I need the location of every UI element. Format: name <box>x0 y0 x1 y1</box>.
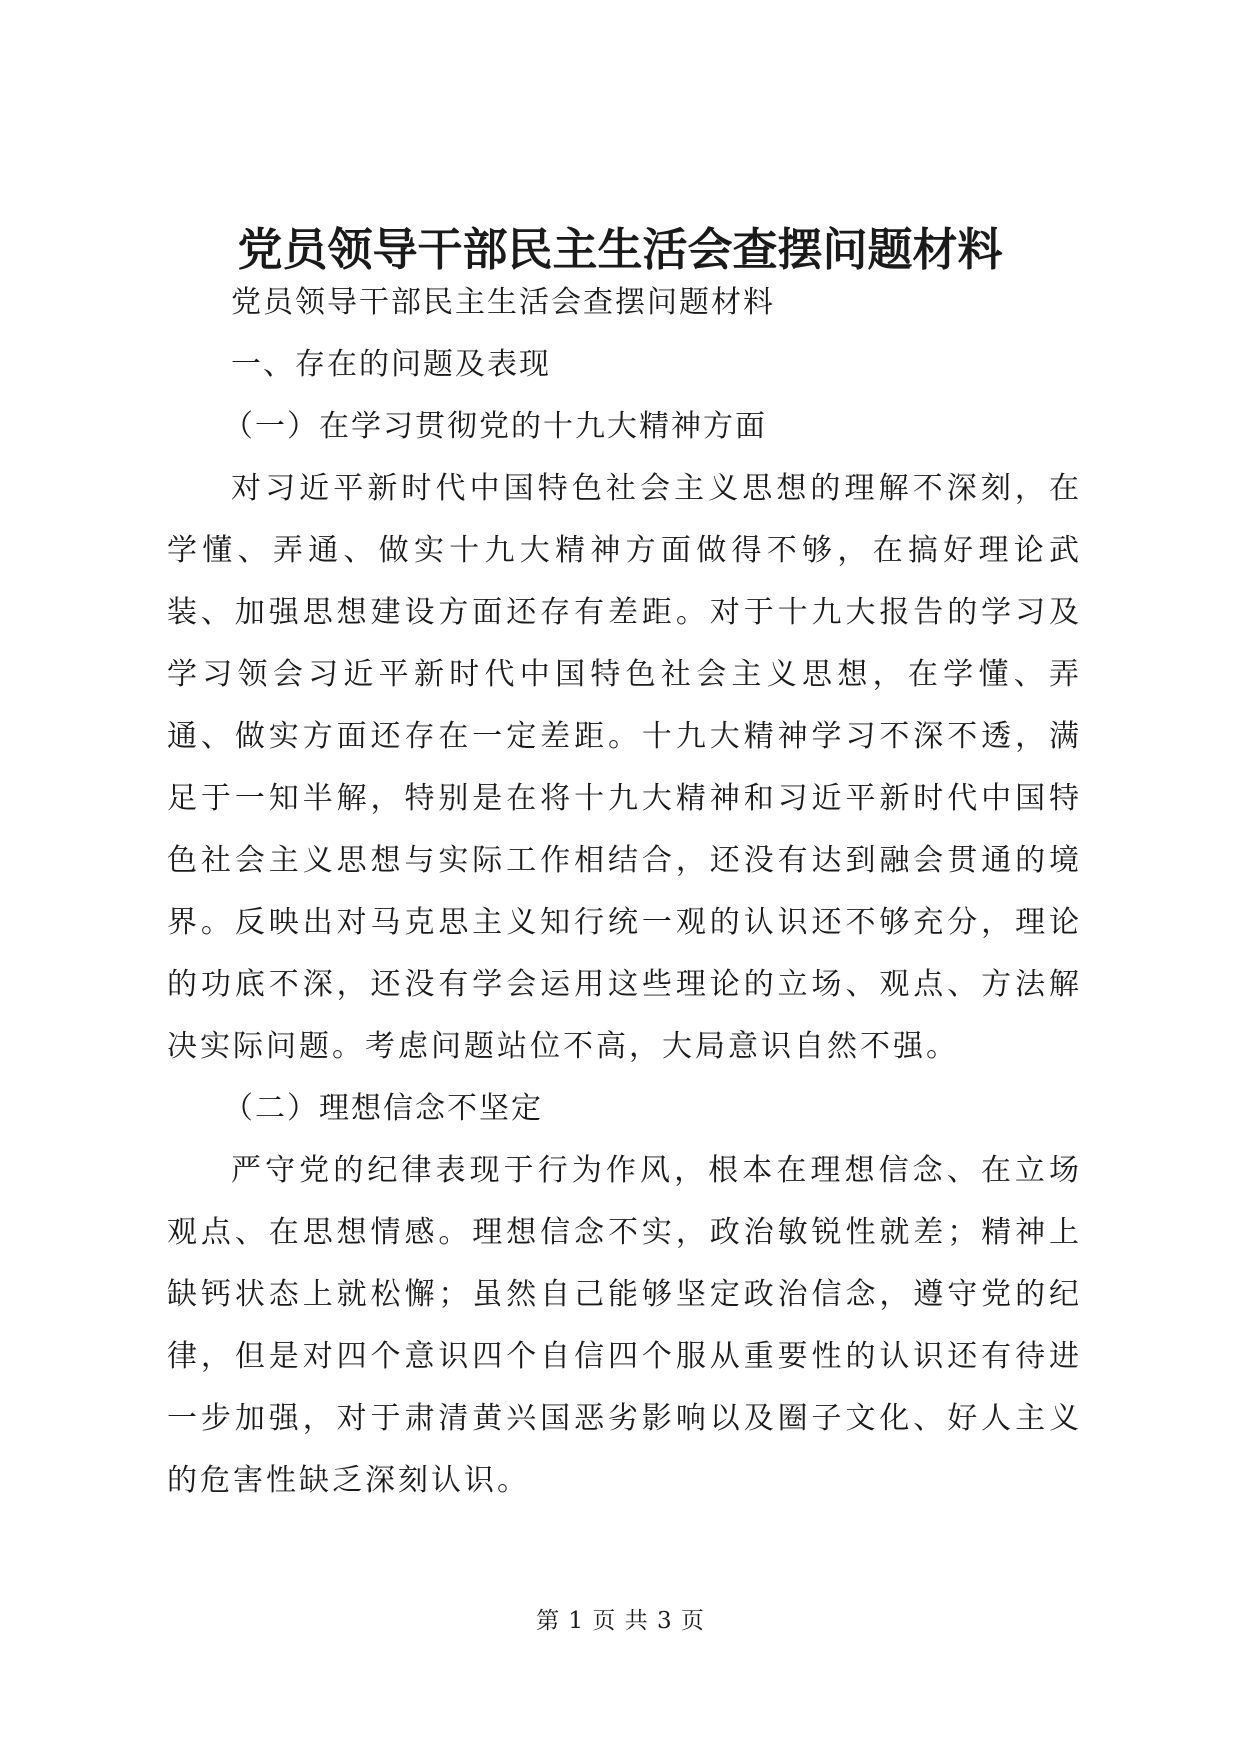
document-title: 党员领导干部民主生活会查摆问题材料 <box>237 223 1003 276</box>
body-paragraph-2: 严守党的纪律表现于行为作风，根本在理想信念、在立场观点、在思想情感。理想信念不实，政治敏锐性就差；精神上缺钙状态上就松懈；虽然自己能够坚定政治信念，遵守党的纪律，但是对四个意识四个自信四个服从重要性的认识还有待进一步加强，对于肃清黄兴国恶劣影响以及圈子文化、好人主义的危害性缺乏深刻认识。 <box>167 1153 1082 1498</box>
subsection-heading-2: （二）理想信念不坚定 <box>223 1091 543 1126</box>
document-body <box>167 272 1082 1512</box>
subsection-heading-1: （一）在学习贯彻党的十九大精神方面 <box>223 409 767 444</box>
section-heading: 一、存在的问题及表现 <box>231 347 551 382</box>
subtitle-paragraph: 党员领导干部民主生活会查摆问题材料 <box>231 285 775 320</box>
page-number: 第 1 页 共 3 页 <box>536 1608 705 1634</box>
body-paragraph-1: 对习近平新时代中国特色社会主义思想的理解不深刻，在学懂、弄通、做实十九大精神方面做得不够，在搞好理论武装、加强思想建设方面还存有差距。对于十九大报告的学习及学习领会习近平新时代中国特色社会主义思想，在学懂、弄通、做实方面还存在一定差距。十九大精神学习不深不透，满足于一知半解，特别是在将十九大精神和习近平新时代中国特色社会主义思想与实际工作相结合，还没有达到融会贯通的境界。反映出对马克思主义知行统一观的认识还不够充分，理论的功底不深，还没有学会运用这些理论的立场、观点、方法解决实际问题。考虑问题站位不高，大局意识自然不强。 <box>167 471 1082 1064</box>
